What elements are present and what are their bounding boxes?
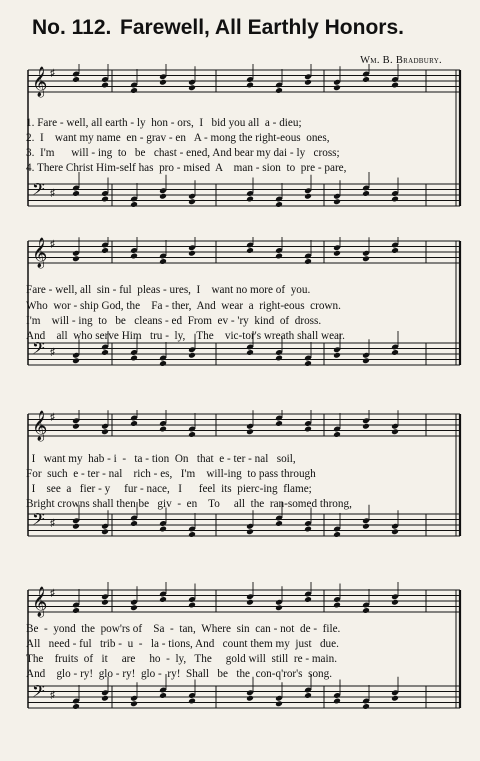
lyric-line: 4. There Christ Him-self has pro - mised A man - sion to pre - pare,	[26, 162, 347, 174]
lyric-line: 1. Fare - well, all earth - ly hon - ors, I bid you all a - dieu;	[26, 117, 302, 129]
bass-clef-icon: 𝄢	[32, 338, 45, 362]
sharp-icon: ♯	[50, 412, 55, 423]
lyric-line: 2. I want my name en - grav - en A - mong the right-eous ones,	[26, 132, 330, 144]
treble-clef-icon: 𝄞	[32, 587, 48, 617]
music-system-2	[26, 237, 462, 397]
hymn-title: Farewell, All Earthly Honors.	[120, 16, 404, 39]
lyric-line: For such e - ter - nal rich - es, I'm will-ing to pass through	[26, 468, 316, 480]
music-system-3	[26, 410, 462, 570]
bass-clef-icon: 𝄢	[32, 681, 45, 705]
lyric-line: 3. I'm will - ing to be chast - ened, And bear my dai - ly cross;	[26, 147, 340, 159]
hymn-number: No. 112.	[32, 16, 112, 39]
lyric-line: Bright crowns shall then be giv - en To all the ran-somed throng,	[26, 498, 352, 510]
lyric-line: I want my hab - i - ta - tion On that e - ter - nal soil,	[26, 453, 296, 465]
treble-clef-icon: 𝄞	[32, 67, 48, 97]
staff-notation	[26, 237, 462, 397]
lyric-line: Fare - well, all sin - ful pleas - ures, I want no more of you.	[26, 284, 311, 296]
lyric-line: I'm will - ing to be cleans - ed From ev - 'ry kind of dross.	[26, 315, 322, 327]
sharp-icon: ♯	[50, 239, 55, 250]
lyric-line: And all who serve Him tru - ly, The vic-tor's wreath shall wear.	[26, 330, 345, 342]
sharp-icon: ♯	[50, 68, 55, 79]
staff-notation	[26, 64, 462, 224]
music-system-4	[26, 582, 462, 742]
sharp-icon: ♯	[50, 690, 55, 701]
sharp-icon: ♯	[50, 188, 55, 199]
lyric-line: The fruits of it are ho - ly, The gold will still re - main.	[26, 653, 338, 665]
staff-notation	[26, 410, 462, 570]
lyric-line: Be - yond the pow'rs of Sa - tan, Where sin can - not de - file.	[26, 623, 341, 635]
sharp-icon: ♯	[50, 347, 55, 358]
lyric-line: Who wor - ship God, the Fa - ther, And wear a right-eous crown.	[26, 300, 341, 312]
lyric-line: I see a fier - y fur - nace, I feel its pierc-ing flame;	[26, 483, 312, 495]
treble-clef-icon: 𝄞	[32, 238, 48, 268]
lyric-line: And glo - ry! glo - ry! glo - ry! Shall be the con-q'ror's song.	[26, 668, 333, 680]
bass-clef-icon: 𝄢	[32, 509, 45, 533]
sharp-icon: ♯	[50, 518, 55, 529]
sharp-icon: ♯	[50, 588, 55, 599]
title-row	[32, 16, 462, 46]
treble-clef-icon: 𝄞	[32, 411, 48, 441]
bass-clef-icon: 𝄢	[32, 179, 45, 203]
lyric-line: All need - ful trib - u - la - tions, And count them my just due.	[26, 638, 339, 650]
composer-credit: Wm. B. Bradbury.	[360, 55, 442, 66]
staff-notation	[26, 582, 462, 742]
music-system-1	[26, 64, 462, 224]
